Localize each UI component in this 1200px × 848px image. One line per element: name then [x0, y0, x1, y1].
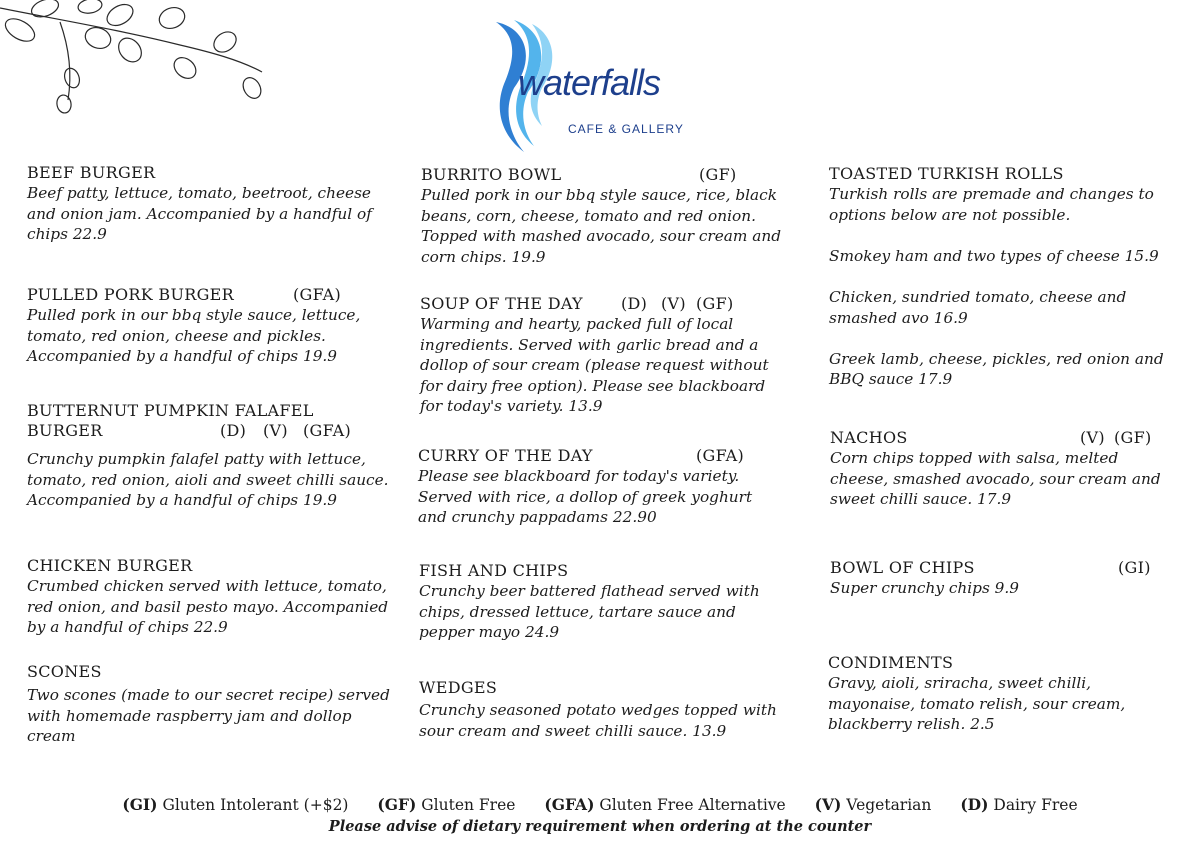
item-description: Super crunchy chips 9.9 — [830, 579, 1020, 597]
dietary-tag: (GF) — [699, 165, 737, 184]
item-title: NACHOS — [830, 428, 908, 447]
menu-item-beef-burger — [27, 163, 392, 245]
item-description: Crunchy beer battered flathead served with chips, dressed lettuce, tartare sauce and pepper mayo 24.9 — [419, 582, 760, 642]
item-title: SCONES — [27, 662, 102, 681]
legend-code: (GI) — [122, 795, 158, 814]
dietary-tag: (GFA) — [696, 446, 745, 465]
item-description: Two scones (made to our secret recipe) served with homemade raspberry jam and dollop cream — [27, 686, 390, 746]
item-description: Crunchy pumpkin falafel patty with lettuce, tomato, red onion, aioli and sweet chilli sauce. Accompanied by a handful of chips 19.9 — [27, 450, 389, 510]
item-description: Crumbed chicken served with lettuce, tomato, red onion, and basil pesto mayo. Accompanied by a handful of chips 22.9 — [27, 577, 389, 637]
item-title: CURRY OF THE DAY — [418, 446, 593, 465]
brand-subtitle: CAFE & GALLERY — [568, 122, 684, 136]
dietary-legend — [0, 794, 1200, 837]
menu-item-pulled-pork-burger — [27, 285, 392, 367]
item-title: BOWL OF CHIPS — [830, 558, 975, 577]
dietary-tag: (GFA) — [303, 421, 352, 440]
dietary-tag: (GI) — [1118, 558, 1151, 577]
item-title: BEEF BURGER — [27, 163, 156, 182]
dietary-tag: (V) — [661, 294, 686, 313]
menu-item-toasted-turkish-rolls — [829, 164, 1174, 390]
menu-item-condiments — [828, 653, 1173, 735]
dietary-tag: (D) — [220, 421, 247, 440]
item-title: BUTTERNUT PUMPKIN FALAFEL — [27, 401, 314, 420]
legend-item — [122, 794, 348, 816]
legend-item — [377, 794, 515, 816]
legend-item — [815, 794, 932, 816]
item-title: CONDIMENTS — [828, 653, 954, 672]
item-description: Pulled pork in our bbq style sauce, rice, black beans, corn, cheese, tomato and red onion. Topped with mashed avocado, sour cream and corn chips. 19.9 — [421, 186, 782, 266]
dietary-tag: (GF) — [696, 294, 734, 313]
legend-code: (V) — [814, 795, 842, 814]
item-title: PULLED PORK BURGER — [27, 285, 234, 304]
legend-row — [0, 794, 1200, 816]
item-option: Chicken, sundried tomato, cheese and smashed avo 16.9 — [829, 287, 1127, 327]
item-description: Beef patty, lettuce, tomato, beetroot, cheese and onion jam. Accompanied by a handful of chips 22.9 — [27, 184, 372, 244]
menu-item-nachos — [830, 428, 1175, 510]
menu-item-burrito-bowl — [421, 165, 783, 267]
menu-item-curry-of-the-day — [418, 446, 780, 528]
dietary-tag: (GF) — [1114, 428, 1152, 447]
item-title: SOUP OF THE DAY — [420, 294, 583, 313]
legend-label: Gluten Intolerant (+$2) — [162, 796, 349, 814]
item-title: WEDGES — [419, 678, 498, 697]
legend-label: Gluten Free — [421, 796, 516, 814]
item-title: FISH AND CHIPS — [419, 561, 569, 580]
footer-note: Please advise of dietary requirement when ordering at the counter — [328, 818, 872, 835]
dietary-tag: (V) — [263, 421, 288, 440]
brand-logo — [486, 18, 696, 154]
item-option: Greek lamb, cheese, pickles, red onion and BBQ sauce 17.9 — [829, 349, 1164, 389]
item-description: Turkish rolls are premade and changes to options below are not possible. — [829, 185, 1154, 224]
item-description: Pulled pork in our bbq style sauce, lettuce, tomato, red onion, cheese and pickles. Accompanied by a handful of chips 19.9 — [27, 306, 361, 366]
item-title-line2: BURGER — [27, 421, 103, 440]
dietary-tag: (GFA) — [293, 285, 342, 304]
leaf-branch-illustration — [0, 0, 290, 118]
item-title: CHICKEN BURGER — [27, 556, 193, 575]
item-description: Corn chips topped with salsa, melted cheese, smashed avocado, sour cream and sweet chilli sauce. 17.9 — [830, 449, 1161, 509]
item-title: BURRITO BOWL — [421, 165, 562, 184]
menu-item-scones — [27, 662, 392, 747]
legend-item — [544, 794, 785, 816]
legend-code: (GFA) — [544, 795, 595, 814]
item-description: Gravy, aioli, sriracha, sweet chilli, mayonaise, tomato relish, sour cream, blackberry relish. 2.5 — [828, 674, 1126, 734]
menu-item-chicken-burger — [27, 556, 392, 638]
item-option: Smokey ham and two types of cheese 15.9 — [829, 246, 1159, 265]
item-description: Crunchy seasoned potato wedges topped with sour cream and sweet chilli sauce. 13.9 — [419, 701, 777, 740]
legend-label: Vegetarian — [846, 796, 932, 814]
menu-item-wedges — [419, 678, 781, 741]
dietary-tag: (V) — [1080, 428, 1105, 447]
item-description: Warming and hearty, packed full of local ingredients. Served with garlic bread and a dollop of sour cream (please request without for dairy free option). Please see blackboard for today's variety. 13.9 — [420, 315, 769, 416]
dietary-tag: (D) — [621, 294, 648, 313]
menu-item-bowl-of-chips — [830, 558, 1175, 599]
brand-name: waterfalls — [518, 62, 661, 103]
menu-item-fish-and-chips — [419, 561, 781, 643]
item-title: TOASTED TURKISH ROLLS — [829, 164, 1064, 183]
legend-label: Dairy Free — [993, 796, 1078, 814]
menu-item-pumpkin-falafel-burger — [27, 401, 392, 511]
item-description: Please see blackboard for today's variety. Served with rice, a dollop of greek yoghurt and crunchy pappadams 22.90 — [418, 467, 753, 527]
legend-code: (GF) — [377, 795, 417, 814]
menu-item-soup-of-the-day — [420, 294, 782, 417]
legend-item — [960, 794, 1077, 816]
legend-code: (D) — [960, 795, 989, 814]
legend-label: Gluten Free Alternative — [599, 796, 786, 814]
